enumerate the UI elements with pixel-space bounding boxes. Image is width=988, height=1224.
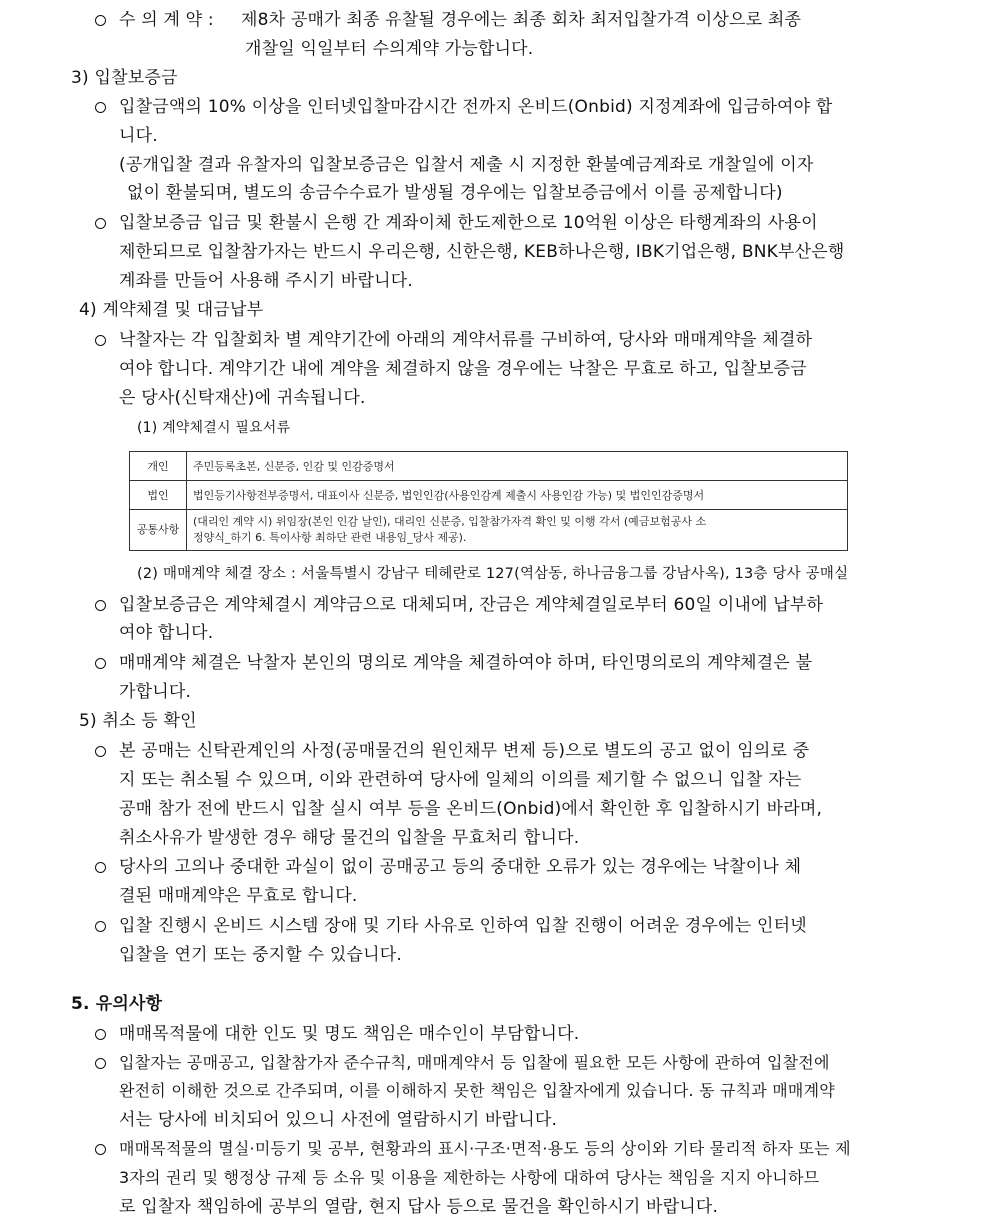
bullet-icon — [95, 218, 106, 229]
paragraph-line: (공개입찰 결과 유찰자의 입찰보증금은 입찰서 제출 시 지정한 환불예금계좌로 개찰일에 이자 — [119, 155, 814, 175]
paragraph-line: 공매 참가 전에 반드시 입찰 실시 여부 등을 온비드(Onbid)에서 확인한 후 입찰하시기 바라며, — [119, 799, 823, 819]
paragraph-line: 3자의 권리 및 행정상 규제 등 소유 및 이용을 제한하는 사항에 대하여 당사는 책임을 지지 아니하므 — [119, 1168, 820, 1187]
bullet-icon — [95, 1029, 106, 1040]
bullet-icon — [95, 862, 106, 873]
paragraph-line: 지 또는 취소될 수 있으며, 이와 관련하여 당사에 일체의 이의를 제기할 수 없으니 입찰 자는 — [119, 770, 802, 790]
paragraph-line: 은 당사(신탁재산)에 귀속됩니다. — [119, 388, 366, 408]
bullet-icon — [95, 1058, 106, 1069]
notes-heading: 5. 유의사항 — [71, 994, 163, 1014]
paragraph-line: 결된 매매계약은 무효로 합니다. — [119, 886, 358, 906]
paragraph-line: 입찰보증금은 계약체결시 계약금으로 대체되며, 잔금은 계약체결일로부터 60일 이내에 납부하 — [119, 595, 824, 615]
table-value: 주민등록초본, 신분증, 인감 및 인감증명서 — [187, 452, 848, 481]
paragraph-line: 니다. — [119, 126, 158, 146]
bullet-icon — [95, 921, 106, 932]
bullet-icon — [95, 15, 106, 26]
table-value-line: (대리인 계약 시) 위임장(본인 인감 날인), 대리인 신분증, 입찰참가자격 확인 및 이행 각서 (예금보험공사 소 — [193, 515, 707, 528]
paragraph-line: 입찰보증금 입금 및 환불시 은행 간 계좌이체 한도제한으로 10억원 이상은 타행계좌의 사용이 — [119, 213, 818, 233]
subheading: (2) 매매계약 체결 장소 : 서울특별시 강남구 테헤란로 127(역삼동, 하나금융그룹 강남사옥), 13층 당사 공매실 — [137, 566, 849, 582]
section-heading: 5) 취소 등 확인 — [79, 711, 197, 731]
paragraph-line: 당사의 고의나 중대한 과실이 없이 공매공고 등의 중대한 오류가 있는 경우에는 낙찰이나 체 — [119, 857, 802, 877]
contract-label: 수 의 계 약 : — [119, 10, 214, 30]
table-row — [130, 481, 848, 510]
paragraph-line: 본 공매는 신탁관계인의 사정(공매물건의 원인채무 변제 등)으로 별도의 공고 없이 임의로 중 — [119, 741, 810, 761]
paragraph-line: 여야 합니다. 계약기간 내에 계약을 체결하지 않을 경우에는 낙찰은 무효로 하고, 입찰보증금 — [119, 359, 807, 379]
table-key: 개인 — [130, 452, 187, 481]
subheading: (1) 계약체결시 필요서류 — [137, 420, 291, 436]
bullet-icon — [95, 102, 106, 113]
contract-text: 개찰일 익일부터 수의계약 가능합니다. — [245, 39, 534, 59]
table-row — [130, 510, 848, 551]
paragraph-line: 입찰자는 공매공고, 입찰참가자 준수규칙, 매매계약서 등 입찰에 필요한 모든 사항에 관하여 입찰전에 — [119, 1053, 830, 1072]
bullet-icon — [95, 658, 106, 669]
paragraph-line: 서는 당사에 비치되어 있으니 사전에 열람하시기 바랍니다. — [119, 1110, 558, 1130]
table-row — [130, 452, 848, 481]
section-heading: 4) 계약체결 및 대금납부 — [79, 300, 264, 320]
paragraph-line: 매매계약 체결은 낙찰자 본인의 명의로 계약을 체결하여야 하며, 타인명의로의 계약체결은 불 — [119, 653, 813, 673]
paragraph-line: 완전히 이해한 것으로 간주되며, 이를 이해하지 못한 책임은 입찰자에게 있습니다. 동 규칙과 매매계약 — [119, 1081, 835, 1100]
paragraph-line: 가합니다. — [119, 682, 192, 702]
section-heading: 3) 입찰보증금 — [71, 68, 178, 88]
paragraph-line: 제한되므로 입찰참가자는 반드시 우리은행, 신한은행, KEB하나은행, IBK기업은행, BNK부산은행 — [119, 242, 845, 262]
bullet-icon — [95, 1144, 106, 1155]
paragraph-line: 매매목적물에 대한 인도 및 명도 책임은 매수인이 부담합니다. — [119, 1024, 580, 1044]
contract-text: 제8차 공매가 최종 유찰될 경우에는 최종 회차 최저입찰가격 이상으로 최종 — [241, 10, 802, 30]
table-value: 법인등기사항전부증명서, 대표이사 신분증, 법인인감(사용인감계 제출시 사용인감 가능) 및 법인인감증명서 — [187, 481, 848, 510]
paragraph-line: 매매목적물의 멸실·미등기 및 공부, 현황과의 표시·구조·면적·용도 등의 상이와 기타 물리적 하자 또는 제 — [119, 1139, 851, 1158]
paragraph-line: 입찰을 연기 또는 중지할 수 있습니다. — [119, 945, 402, 965]
paragraph-line: 없이 환불되며, 별도의 송금수수료가 발생될 경우에는 입찰보증금에서 이를 공제합니다) — [127, 183, 783, 203]
table-value — [187, 510, 848, 551]
bullet-icon — [95, 600, 106, 611]
table-value-line: 정양식_하기 6. 특이사항 최하단 관련 내용임_당사 제공). — [193, 531, 467, 544]
paragraph-line: 취소사유가 발생한 경우 해당 물건의 입찰을 무효처리 합니다. — [119, 828, 580, 848]
paragraph-line: 입찰 진행시 온비드 시스템 장애 및 기타 사유로 인하여 입찰 진행이 어려운 경우에는 인터넷 — [119, 916, 807, 936]
table-key: 법인 — [130, 481, 187, 510]
paragraph-line: 입찰금액의 10% 이상을 인터넷입찰마감시간 전까지 온비드(Onbid) 지정계좌에 입금하여야 합 — [119, 97, 833, 117]
required-documents-table — [129, 451, 848, 551]
paragraph-line: 낙찰자는 각 입찰회차 별 계약기간에 아래의 계약서류를 구비하여, 당사와 매매계약을 체결하 — [119, 330, 813, 350]
bullet-icon — [95, 335, 106, 346]
bullet-icon — [95, 746, 106, 757]
paragraph-line: 로 입찰자 책임하에 공부의 열람, 현지 답사 등으로 물건을 확인하시기 바랍니다. — [119, 1197, 719, 1217]
paragraph-line: 계좌를 만들어 사용해 주시기 바랍니다. — [119, 271, 413, 291]
paragraph-line: 여야 합니다. — [119, 623, 214, 643]
table-key: 공통사항 — [130, 510, 187, 551]
